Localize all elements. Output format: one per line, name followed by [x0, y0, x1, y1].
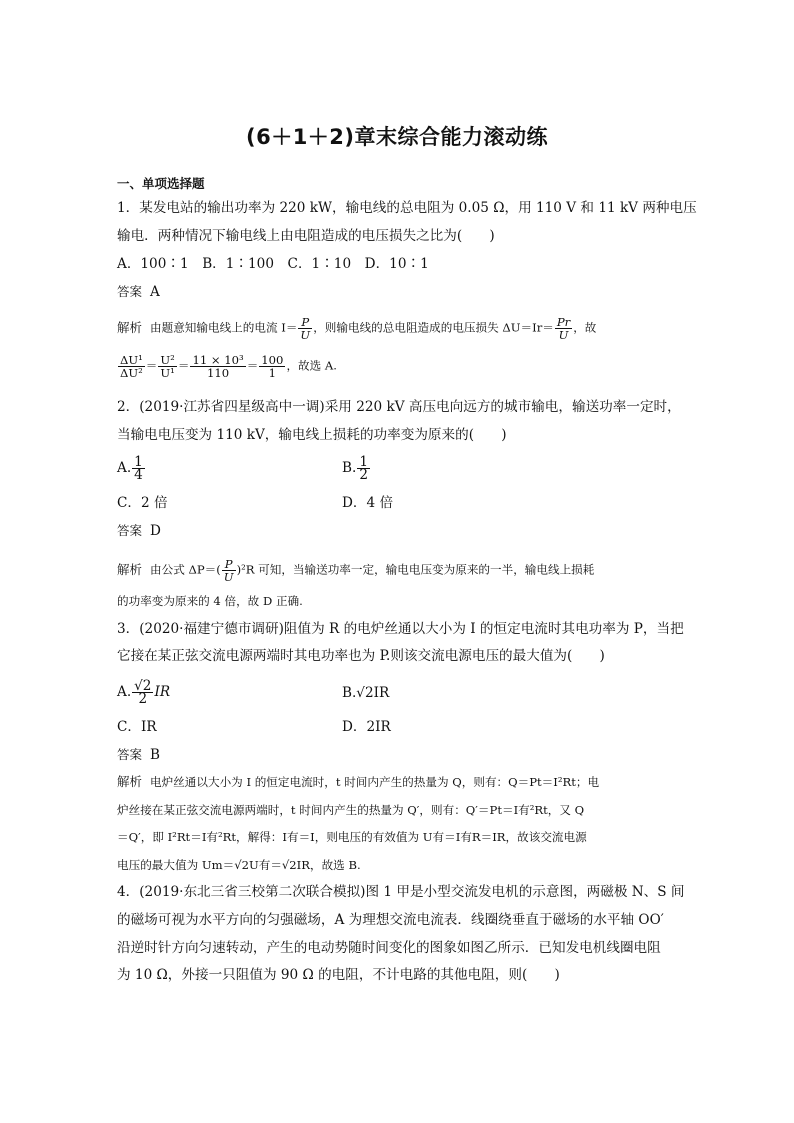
- answer-label: 答案: [117, 523, 143, 538]
- q1-stem-line2: 输电．两种情况下输电线上由电阻造成的电压损失之比为( ): [117, 228, 495, 244]
- q2-stem-line1: 2．(2019·江苏省四星级高中一调)采用 220 kV 高压电向远方的城市输电，输送功率一定时，: [117, 399, 681, 415]
- fraction: $\frac{P}{U}$: [300, 315, 311, 342]
- q3-option-b: B.√2IR: [342, 685, 390, 701]
- q3-option-c: C．IR: [117, 719, 157, 735]
- fraction: $\frac{√2}{2}$: [134, 678, 152, 707]
- q2-option-a: A. $\frac{1}{4}$: [117, 454, 143, 483]
- q3-stem-line2: 它接在某正弦交流电源两端时其电功率也为 P.则该交流电源电压的最大值为( ): [117, 648, 605, 664]
- analysis-label: 解析: [117, 561, 143, 577]
- q2-answer-value: D: [150, 523, 161, 539]
- q1-stem-line1: 1．某发电站的输出功率为 220 kW，输电线的总电阻为 0.05 Ω，用 110 V 和 11 kV 两种电压: [117, 200, 697, 216]
- q2-option-c: C．2 倍: [117, 495, 168, 511]
- q3-analysis-line1: 解析 电炉丝通以大小为 I 的恒定电流时，t 时间内产生的热量为 Q，则有：Q＝Pt＝I²Rt；电: [117, 774, 600, 789]
- q1-analysis-line2: $\frac{\text{ΔU¹}}{\text{ΔU²}}$ ＝ $\frac{\text{U²}}{\text{U¹}}$ ＝ $\frac{\text{11 × 10³}}{110}$ ＝ $\frac{100}{1}$ ，故选 A.: [120, 353, 337, 380]
- q1-answer-value: A: [150, 284, 160, 300]
- q1-answer: [117, 283, 160, 301]
- section-heading: 一、单项选择题: [117, 176, 205, 191]
- answer-label: 答案: [117, 284, 143, 299]
- q4-stem-line2: 的磁场可视为水平方向的匀强磁场，A 为理想交流电流表．线圈绕垂直于磁场的水平轴 OO′: [117, 912, 664, 928]
- q1-analysis-line1: 解析 由题意知输电线上的电流 I＝ $\frac{P}{U}$ ，则输电线的总电阻造成的电压损失 ΔU＝Ir＝ $\frac{Pr}{U}$ ，故: [117, 315, 597, 342]
- fraction: $\frac{1}{2}$: [359, 454, 368, 483]
- q3-option-d: D．2IR: [342, 719, 391, 735]
- q3-option-a: A. $\frac{√2}{2}$ IR: [117, 678, 171, 707]
- q2-option-b: B. $\frac{1}{2}$: [342, 454, 368, 483]
- q2-option-d: D．4 倍: [342, 495, 394, 511]
- fraction: $\frac{\text{11 × 10³}}{110}$: [192, 353, 244, 380]
- page-title: (6＋1＋2)章末综合能力滚动练: [245, 125, 549, 149]
- fraction: $\frac{100}{1}$: [261, 353, 284, 380]
- q1-options: A．100∶1 B．1∶100 C．1∶10 D．10∶1: [117, 256, 429, 272]
- q3-stem-line1: 3．(2020·福建宁德市调研)阻值为 R 的电炉丝通以大小为 I 的恒定电流时其电功率为 P，当把: [117, 621, 684, 637]
- analysis-label: 解析: [117, 774, 143, 789]
- q4-stem-line1: 4．(2019·东北三省三校第二次联合模拟)图 1 甲是小型交流发电机的示意图，两磁极 N、S 间: [117, 884, 685, 900]
- q3-analysis-line4: 电压的最大值为 Um＝√2U有＝√2IR，故选 B.: [117, 858, 361, 872]
- q2-analysis-line1: 解析 由公式 ΔP＝( $\frac{P}{U}$ )²R 可知，当输送功率一定，输电电压变为原来的一半，输电线上损耗: [117, 557, 595, 584]
- q3-answer: [117, 746, 160, 764]
- fraction: $\frac{P}{U}$: [223, 557, 234, 584]
- fraction: $\frac{\text{U²}}{\text{U¹}}$: [160, 353, 175, 380]
- fraction: $\frac{Pr}{U}$: [556, 315, 571, 342]
- q2-stem-line2: 当输电电压变为 110 kV，输电线上损耗的功率变为原来的( ): [117, 427, 507, 443]
- q2-answer: [117, 522, 161, 540]
- fraction: $\frac{1}{4}$: [134, 454, 143, 483]
- q3-analysis-line2: 炉丝接在某正弦交流电源两端时，t 时间内产生的热量为 Q′，则有：Q′＝Pt＝I有²Rt，又 Q: [117, 803, 585, 817]
- answer-label: 答案: [117, 747, 143, 762]
- fraction: $\frac{\text{ΔU¹}}{\text{ΔU²}}$: [120, 353, 143, 380]
- q3-answer-value: B: [150, 747, 161, 763]
- q4-stem-line4: 为 10 Ω，外接一只阻值为 90 Ω 的电阻，不计电路的其他电阻，则( ): [117, 967, 560, 983]
- q2-analysis-line2: 的功率变为原来的 4 倍，故 D 正确.: [117, 594, 303, 608]
- q3-analysis-line3: ＝Q′，即 I²Rt＝I有²Rt，解得：I有＝I，则电压的有效值为 U有＝I有R＝IR，故该交流电源: [117, 830, 587, 844]
- q4-stem-line3: 沿逆时针方向匀速转动，产生的电动势随时间变化的图象如图乙所示．已知发电机线圈电阻: [117, 940, 661, 956]
- analysis-label: 解析: [117, 319, 143, 335]
